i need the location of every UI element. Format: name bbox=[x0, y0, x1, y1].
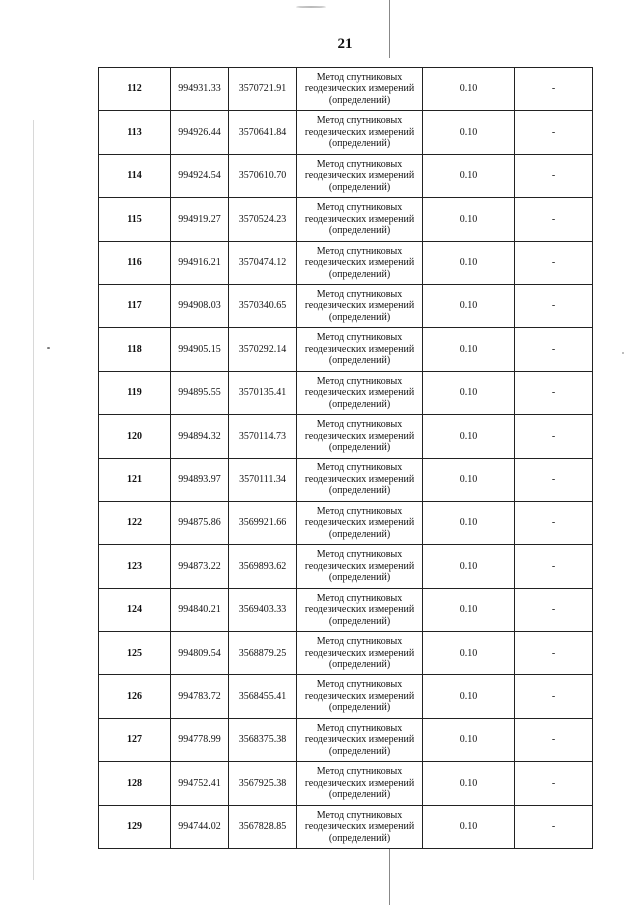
accuracy-cell: 0.10 bbox=[423, 111, 515, 154]
method-text-line: геодезических измерений bbox=[304, 517, 415, 529]
coordinate-x-cell: 994908.03 bbox=[171, 284, 229, 327]
point-number-cell: 119 bbox=[99, 371, 171, 414]
coordinate-y-cell: 3570111.34 bbox=[229, 458, 297, 501]
method-cell bbox=[297, 762, 423, 805]
method-text-line: (определений) bbox=[328, 572, 391, 584]
table-row bbox=[99, 762, 593, 805]
table-row bbox=[99, 198, 593, 241]
coordinate-x-cell: 994926.44 bbox=[171, 111, 229, 154]
note-cell: - bbox=[515, 198, 593, 241]
accuracy-cell: 0.10 bbox=[423, 675, 515, 718]
point-number-cell: 112 bbox=[99, 68, 171, 111]
method-cell bbox=[297, 588, 423, 631]
note-cell: - bbox=[515, 501, 593, 544]
coordinate-y-cell: 3570135.41 bbox=[229, 371, 297, 414]
coordinate-x-cell: 994905.15 bbox=[171, 328, 229, 371]
note-cell: - bbox=[515, 545, 593, 588]
coordinate-x-cell: 994873.22 bbox=[171, 545, 229, 588]
table-row bbox=[99, 284, 593, 327]
method-text-line: геодезических измерений bbox=[304, 821, 415, 833]
point-number-cell: 117 bbox=[99, 284, 171, 327]
method-text-line: геодезических измерений bbox=[304, 170, 415, 182]
table-row bbox=[99, 588, 593, 631]
method-text-line: Метод спутниковых bbox=[316, 549, 403, 561]
point-number-cell: 116 bbox=[99, 241, 171, 284]
method-text-line: геодезических измерений bbox=[304, 647, 415, 659]
table-row bbox=[99, 111, 593, 154]
method-text-line: (определений) bbox=[328, 615, 391, 627]
method-text-line: Метод спутниковых bbox=[316, 71, 403, 83]
point-number-cell: 113 bbox=[99, 111, 171, 154]
accuracy-cell: 0.10 bbox=[423, 762, 515, 805]
scan-edge-line-left bbox=[33, 120, 34, 880]
accuracy-cell: 0.10 bbox=[423, 458, 515, 501]
table-row bbox=[99, 154, 593, 197]
coordinate-y-cell: 3570292.14 bbox=[229, 328, 297, 371]
note-cell: - bbox=[515, 328, 593, 371]
method-text-line: Метод спутниковых bbox=[316, 505, 403, 517]
method-text-line: Метод спутниковых bbox=[316, 722, 403, 734]
point-number-cell: 127 bbox=[99, 718, 171, 761]
coordinate-y-cell: 3570474.12 bbox=[229, 241, 297, 284]
coordinate-x-cell: 994894.32 bbox=[171, 415, 229, 458]
method-text-line: Метод спутниковых bbox=[316, 115, 403, 127]
note-cell: - bbox=[515, 588, 593, 631]
method-cell bbox=[297, 371, 423, 414]
note-cell: - bbox=[515, 458, 593, 501]
scan-speck bbox=[622, 352, 624, 354]
method-text-line: геодезических измерений bbox=[304, 473, 415, 485]
method-text-line: Метод спутниковых bbox=[316, 202, 403, 214]
table-row bbox=[99, 632, 593, 675]
accuracy-cell: 0.10 bbox=[423, 68, 515, 111]
method-text-line: геодезических измерений bbox=[304, 387, 415, 399]
accuracy-cell: 0.10 bbox=[423, 241, 515, 284]
method-text-line: (определений) bbox=[328, 702, 391, 714]
coordinate-y-cell: 3569921.66 bbox=[229, 501, 297, 544]
method-cell bbox=[297, 545, 423, 588]
accuracy-cell: 0.10 bbox=[423, 501, 515, 544]
method-text-line: Метод спутниковых bbox=[316, 592, 403, 604]
table-body bbox=[99, 68, 593, 849]
method-text-line: (определений) bbox=[328, 832, 391, 844]
method-text-line: (определений) bbox=[328, 528, 391, 540]
method-text-line: Метод спутниковых bbox=[316, 679, 403, 691]
method-text-line: (определений) bbox=[328, 745, 391, 757]
method-cell bbox=[297, 328, 423, 371]
method-text-line: геодезических измерений bbox=[304, 604, 415, 616]
accuracy-cell: 0.10 bbox=[423, 632, 515, 675]
note-cell: - bbox=[515, 415, 593, 458]
note-cell: - bbox=[515, 632, 593, 675]
method-text-line: Метод спутниковых bbox=[316, 766, 403, 778]
scan-fold-line-bottom bbox=[389, 848, 390, 905]
method-text-line: геодезических измерений bbox=[304, 430, 415, 442]
coordinate-x-cell: 994809.54 bbox=[171, 632, 229, 675]
coordinate-x-cell: 994895.55 bbox=[171, 371, 229, 414]
scan-speck bbox=[296, 6, 326, 8]
accuracy-cell: 0.10 bbox=[423, 371, 515, 414]
method-text-line: (определений) bbox=[328, 94, 391, 106]
method-cell bbox=[297, 675, 423, 718]
coordinate-x-cell: 994778.99 bbox=[171, 718, 229, 761]
point-number-cell: 128 bbox=[99, 762, 171, 805]
coordinate-x-cell: 994893.97 bbox=[171, 458, 229, 501]
point-number-cell: 114 bbox=[99, 154, 171, 197]
note-cell: - bbox=[515, 762, 593, 805]
coordinate-y-cell: 3567925.38 bbox=[229, 762, 297, 805]
coordinate-y-cell: 3570610.70 bbox=[229, 154, 297, 197]
method-text-line: (определений) bbox=[328, 355, 391, 367]
table-row bbox=[99, 328, 593, 371]
point-number-cell: 123 bbox=[99, 545, 171, 588]
note-cell: - bbox=[515, 154, 593, 197]
note-cell: - bbox=[515, 68, 593, 111]
method-cell bbox=[297, 458, 423, 501]
method-cell bbox=[297, 154, 423, 197]
method-cell bbox=[297, 284, 423, 327]
method-text-line: (определений) bbox=[328, 138, 391, 150]
coordinate-x-cell: 994919.27 bbox=[171, 198, 229, 241]
method-text-line: (определений) bbox=[328, 311, 391, 323]
coordinate-y-cell: 3570114.73 bbox=[229, 415, 297, 458]
accuracy-cell: 0.10 bbox=[423, 718, 515, 761]
method-text-line: Метод спутниковых bbox=[316, 288, 403, 300]
table-row bbox=[99, 415, 593, 458]
method-text-line: геодезических измерений bbox=[304, 560, 415, 572]
accuracy-cell: 0.10 bbox=[423, 154, 515, 197]
note-cell: - bbox=[515, 241, 593, 284]
table-row bbox=[99, 675, 593, 718]
coordinate-x-cell: 994752.41 bbox=[171, 762, 229, 805]
note-cell: - bbox=[515, 718, 593, 761]
coordinate-x-cell: 994744.02 bbox=[171, 805, 229, 848]
method-text-line: Метод спутниковых bbox=[316, 158, 403, 170]
method-text-line: (определений) bbox=[328, 398, 391, 410]
method-cell bbox=[297, 68, 423, 111]
point-number-cell: 124 bbox=[99, 588, 171, 631]
coordinate-x-cell: 994924.54 bbox=[171, 154, 229, 197]
coordinate-y-cell: 3570340.65 bbox=[229, 284, 297, 327]
method-cell bbox=[297, 718, 423, 761]
method-text-line: Метод спутниковых bbox=[316, 462, 403, 474]
coordinate-y-cell: 3569893.62 bbox=[229, 545, 297, 588]
page-number: 21 bbox=[337, 36, 353, 52]
coordinate-y-cell: 3568879.25 bbox=[229, 632, 297, 675]
accuracy-cell: 0.10 bbox=[423, 198, 515, 241]
method-cell bbox=[297, 415, 423, 458]
accuracy-cell: 0.10 bbox=[423, 284, 515, 327]
method-text-line: Метод спутниковых bbox=[316, 332, 403, 344]
method-cell bbox=[297, 241, 423, 284]
method-text-line: (определений) bbox=[328, 225, 391, 237]
accuracy-cell: 0.10 bbox=[423, 545, 515, 588]
method-cell bbox=[297, 111, 423, 154]
point-number-cell: 118 bbox=[99, 328, 171, 371]
coordinate-x-cell: 994875.86 bbox=[171, 501, 229, 544]
point-number-cell: 125 bbox=[99, 632, 171, 675]
coordinate-y-cell: 3568455.41 bbox=[229, 675, 297, 718]
accuracy-cell: 0.10 bbox=[423, 588, 515, 631]
method-text-line: Метод спутниковых bbox=[316, 375, 403, 387]
table-row bbox=[99, 241, 593, 284]
method-text-line: Метод спутниковых bbox=[316, 809, 403, 821]
method-text-line: геодезических измерений bbox=[304, 126, 415, 138]
method-text-line: геодезических измерений bbox=[304, 734, 415, 746]
point-number-cell: 122 bbox=[99, 501, 171, 544]
method-text-line: геодезических измерений bbox=[304, 83, 415, 95]
table-row bbox=[99, 805, 593, 848]
method-text-line: Метод спутниковых bbox=[316, 636, 403, 648]
coordinates-table bbox=[98, 67, 593, 849]
method-cell bbox=[297, 632, 423, 675]
accuracy-cell: 0.10 bbox=[423, 328, 515, 371]
method-text-line: (определений) bbox=[328, 659, 391, 671]
method-cell bbox=[297, 501, 423, 544]
accuracy-cell: 0.10 bbox=[423, 805, 515, 848]
coordinate-x-cell: 994783.72 bbox=[171, 675, 229, 718]
table-row bbox=[99, 68, 593, 111]
table-row bbox=[99, 371, 593, 414]
point-number-cell: 121 bbox=[99, 458, 171, 501]
table-row bbox=[99, 718, 593, 761]
method-text-line: Метод спутниковых bbox=[316, 419, 403, 431]
method-text-line: (определений) bbox=[328, 789, 391, 801]
coordinate-y-cell: 3567828.85 bbox=[229, 805, 297, 848]
coordinate-y-cell: 3569403.33 bbox=[229, 588, 297, 631]
method-text-line: (определений) bbox=[328, 442, 391, 454]
method-cell bbox=[297, 198, 423, 241]
method-cell bbox=[297, 805, 423, 848]
note-cell: - bbox=[515, 675, 593, 718]
method-text-line: (определений) bbox=[328, 268, 391, 280]
scan-speck bbox=[47, 347, 50, 349]
method-text-line: геодезических измерений bbox=[304, 343, 415, 355]
table-row bbox=[99, 501, 593, 544]
note-cell: - bbox=[515, 111, 593, 154]
coordinate-x-cell: 994916.21 bbox=[171, 241, 229, 284]
coordinate-x-cell: 994840.21 bbox=[171, 588, 229, 631]
coordinate-x-cell: 994931.33 bbox=[171, 68, 229, 111]
method-text-line: (определений) bbox=[328, 181, 391, 193]
method-text-line: (определений) bbox=[328, 485, 391, 497]
note-cell: - bbox=[515, 805, 593, 848]
coordinate-y-cell: 3570721.91 bbox=[229, 68, 297, 111]
point-number-cell: 120 bbox=[99, 415, 171, 458]
method-text-line: геодезических измерений bbox=[304, 257, 415, 268]
method-text-line: геодезических измерений bbox=[304, 777, 415, 789]
accuracy-cell: 0.10 bbox=[423, 415, 515, 458]
point-number-cell: 115 bbox=[99, 198, 171, 241]
note-cell: - bbox=[515, 371, 593, 414]
coordinate-y-cell: 3570641.84 bbox=[229, 111, 297, 154]
coordinate-y-cell: 3568375.38 bbox=[229, 718, 297, 761]
coordinate-y-cell: 3570524.23 bbox=[229, 198, 297, 241]
table-row bbox=[99, 458, 593, 501]
point-number-cell: 126 bbox=[99, 675, 171, 718]
method-text-line: Метод спутниковых bbox=[316, 245, 403, 257]
point-number-cell: 129 bbox=[99, 805, 171, 848]
method-text-line: геодезических измерений bbox=[304, 690, 415, 702]
note-cell: - bbox=[515, 284, 593, 327]
method-text-line: геодезических измерений bbox=[304, 300, 415, 312]
table-row bbox=[99, 545, 593, 588]
method-text-line: геодезических измерений bbox=[304, 213, 415, 225]
